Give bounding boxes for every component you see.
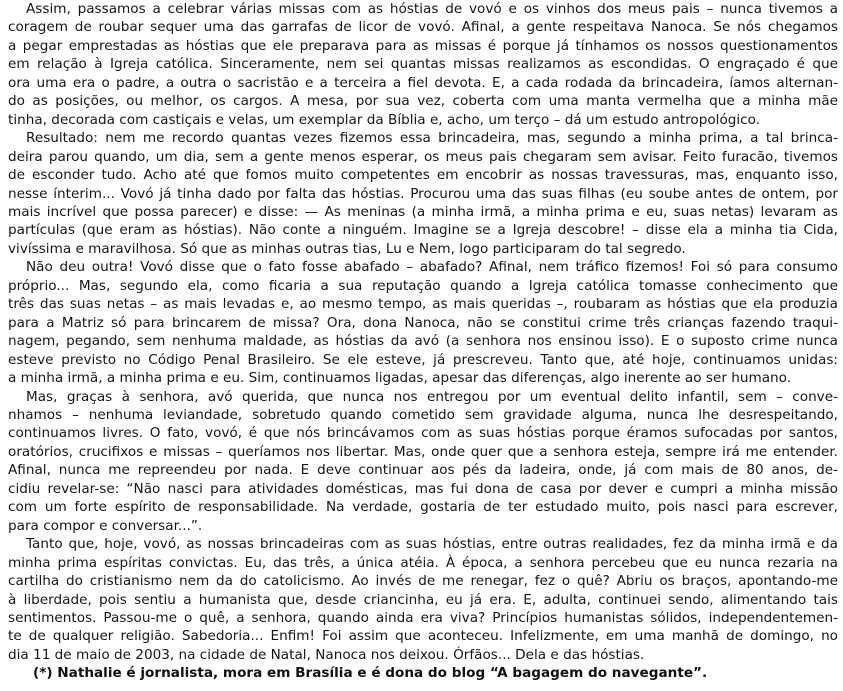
text-line: Assim, passamos a celebrar várias missas com as hóstias de vovó e os vinhos dos meus pais – nunca tivemos a <box>26 1 838 17</box>
text-line: Tanto que, hoje, vovó, as nossas brincadeiras com as suas hóstias, entre outras realidades, fez da minha irmã e da <box>26 536 838 553</box>
text-line: mais incrível que possa parecer) e disse: — As meninas (a minha irmã, a minha prima e eu, suas netas) levaram as <box>8 203 838 220</box>
text-line: à liberdade, pois sentiu a humanista que, desde criancinha, eu já era. E, adulta, continuei sendo, alimentando tais <box>8 591 838 608</box>
text-line: oratórios, crucifixos e missas – queríamos nos libertar. Mas, onde quer que a senhora esteja, sempre irá me entender. <box>8 443 838 460</box>
text-line: Não deu outra! Vovó disse que o fato fosse abafado – abafado? Afinal, nem tráfico fizemos! Foi só para consumo <box>26 259 838 276</box>
text-line: em relação à Igreja católica. Sinceramente, nem sei quantas missas realizamos as escondidas. O engraçado é que <box>8 56 838 73</box>
text-line: próprio... Mas, segundo ela, como ficaria a sua reputação quando a Igreja católica tomasse conhecimento que <box>8 277 838 294</box>
text-line: cidiu revelar-se: “Não nasci para atividades domésticas, mas fui dona de casa por dever e cumpri a minha missão <box>8 480 838 497</box>
text-line: para compor e conversar...”. <box>8 517 203 534</box>
article-body <box>8 0 838 664</box>
text-line: vivíssima e maravilhosa. Só que as minhas outras tias, Lu e Nem, logo participaram do tal segredo. <box>8 240 686 257</box>
text-line: continuamos livres. O fato, vovó, é que nós brincávamos com as suas hóstias porque éramos sufocadas por santos, <box>8 425 838 442</box>
text-line: para a Matriz só para brincarem de missa? Ora, dona Nanoca, não se constitui crime três crianças fazendo traqui- <box>8 314 838 331</box>
text-line: dia 11 de maio de 2003, na cidade de Natal, Nanoca nos deixou. Órfãos... Dela e das hóstias. <box>8 646 645 663</box>
text-line: tinha, decorada com castiçais e velas, um exemplar da Bíblia e, acho, um terço – dá um estudo antropológico. <box>8 111 761 128</box>
text-line: nhamos – nenhuma leviandade, sobretudo quando cometido sem gravidade alguma, nunca lhe desrespeitando, <box>8 406 838 423</box>
text-line: coragem de roubar sequer uma das garrafas de licor de vovó. Afinal, a gente respeitava Nanoca. Se nós chegamos <box>8 19 838 36</box>
text-line: Mas, graças à senhora, avó querida, que nunca nos entregou por um eventual delito infantil, sem – conve- <box>26 388 838 405</box>
text-line: cartilha do cristianismo nem da do catolicismo. Ao invés de me renegar, fez o quê? Abriu os braços, apontando-me <box>8 573 838 590</box>
text-line: deira parou quando, um dia, sem a gente menos esperar, os meus pais chegaram sem avisar. Feito furacão, tivemos <box>8 148 838 165</box>
text-line: de esconder tudo. Acho até que fomos muito competentes em encobrir as nossas travessuras, mas, enquanto isso, <box>8 167 838 184</box>
text-line: a pegar emprestadas as hóstias que ele preparava para as missas é porque já tínhamos os nossos questionamentos <box>8 37 838 54</box>
text-line: Resultado: nem me recordo quantas vezes fizemos essa brincadeira, mas, segundo a minha prima, a tal brinca- <box>26 130 838 147</box>
text-line: do as posições, ou melhor, os cargos. A mesa, por sua vez, coberta com uma manta vermelha que a minha mãe <box>8 93 838 110</box>
text-line: a minha irmã, a minha prima e eu. Sim, continuamos ligadas, apesar das diferenças, algo inerente ao ser humano. <box>8 370 792 387</box>
text-line: esteve previsto no Código Penal Brasileiro. Se ele esteve, já prescreveu. Tanto que, até hoje, continuamos unidas: <box>8 351 838 368</box>
text-line: te de qualquer religião. Sabedoria... Enfim! Foi assim que aconteceu. Infelizmente, em uma manhã de domingo, no <box>8 628 838 645</box>
text-line: minha prima espíritas convictas. Eu, das três, a única atéia. À época, a senhora percebeu que eu nunca rezaria na <box>8 554 838 571</box>
text-line: com um forte espírito de responsabilidade. Na verdade, gostaria de ter estudado muito, pois nasci para escrever, <box>8 499 838 516</box>
text-line: três das suas netas – as mais levadas e, ao mesmo tempo, as mais queridas –, roubaram as hóstias que ela produzia <box>8 296 838 313</box>
text-line: nagem, pegando, sem nenhuma maldade, as hóstias da avó (a senhora nos ensinou isso). E o suposto crime nunca <box>8 333 838 350</box>
text-line: sentimentos. Passou-me o quê, a senhora, quando ainda era viva? Princípios humanistas sólidos, independentemen- <box>8 609 838 626</box>
text-line: Afinal, nunca me repreendeu por nada. E deve continuar aos pés da ladeira, onde, já com mais de 80 anos, de- <box>8 462 838 479</box>
text-line: nesse ínterim... Vovó já tinha dado por falta das hóstias. Procurou uma das suas filhas (eu soube antes de ontem, por <box>8 185 838 202</box>
text-line: partículas (que eram as hóstias). Não conte a ninguém. Imagine se a Igreja descobre! – disse ela a minha tia Cida, <box>8 222 838 239</box>
author-footnote: (*) Nathalie é jornalista, mora em Brasília e é dona do blog “A bagagem do navegante”. <box>33 665 708 681</box>
text-line: ora uma era o padre, a outra o sacristão e a terceira a fiel devota. E, a cada rodada da brincadeira, íamos alternan- <box>8 74 838 91</box>
